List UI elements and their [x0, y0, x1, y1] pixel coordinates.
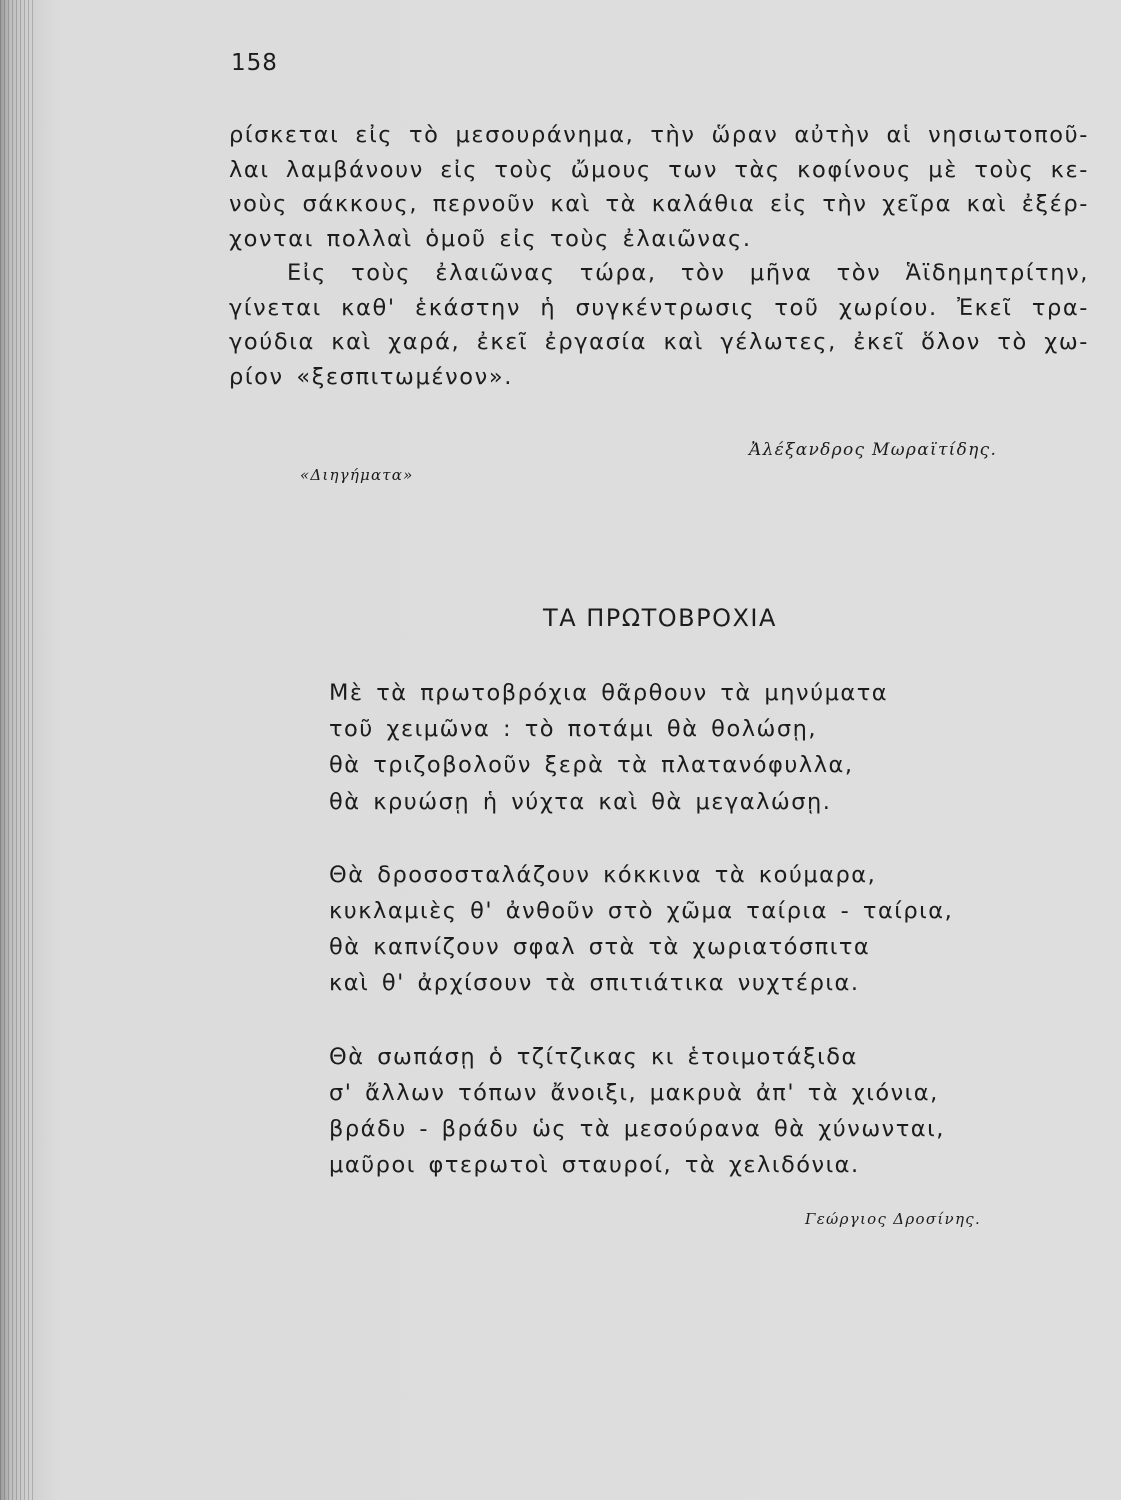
poem-verse: σ' ἄλλων τόπων ἄνοιξι, μακρυὰ ἀπ' τὰ χιόνια, [329, 1079, 939, 1106]
poem-verse: μαῦροι φτερωτοὶ σταυροί, τὰ χελιδόνια. [329, 1152, 860, 1179]
poem-stanza [329, 675, 953, 820]
poem-verse: καὶ θ' ἀρχίσουν τὰ σπιτιάτικα νυχτέρια. [329, 970, 860, 997]
prose-line: λαι λαμβάνουν εἰς τοὺς ὤμους των τὰς κοφίνους μὲ τοὺς κε- [229, 156, 1089, 183]
prose-line: γούδια καὶ χαρά, ἐκεῖ ἐργασία καὶ γέλωτες, ἐκεῖ ὅλον τὸ χω- [229, 329, 1089, 355]
prose-line: νοὺς σάκκους, περνοῦν καὶ τὰ καλάθια εἰς τὴν χεῖρα καὶ ἐξέρ- [229, 191, 1089, 217]
poem-verse: θὰ καπνίζουν σφαλ στὰ τὰ χωριατόσπιτα [329, 934, 871, 961]
prose-line: ρίσκεται εἰς τὸ μεσουράνημα, τὴν ὥραν αὐτὴν αἱ νησιωτοποῦ- [229, 122, 1089, 148]
prose-line: χονται πολλαὶ ὁμοῦ εἰς τοὺς ἐλαιῶνας. [229, 225, 752, 252]
poem-body [329, 675, 953, 1220]
poem-verse: κυκλαμιὲς θ' ἀνθοῦν στὸ χῶμα ταίρια - ταίρια, [329, 898, 954, 925]
author-signature-drosinis: Γεώργιος Δροσίνης. [805, 1210, 982, 1228]
poem-verse: θὰ τριζοβολοῦν ξερὰ τὰ πλατανόφυλλα, [329, 752, 854, 779]
poem-verse: τοῦ χειμῶνα : τὸ ποτάμι θὰ θολώσῃ, [329, 716, 818, 743]
poem-verse: βράδυ - βράδυ ὡς τὰ μεσούρανα θὰ χύνωνται, [329, 1116, 945, 1143]
prose-line: ρίον «ξεσπιτωμένον». [229, 363, 513, 390]
page-number: 158 [231, 50, 278, 76]
author-signature-moraitidis: Ἀλέξανδρος Μωραϊτίδης. [749, 440, 998, 460]
poem-verse: Θὰ δροσοσταλάζουν κόκκινα τὰ κούμαρα, [329, 861, 877, 888]
source-citation: «Διηγήματα» [300, 466, 414, 484]
prose-line: Εἰς τοὺς ἐλαιῶνας τώρα, τὸν μῆνα τὸν Ἁϊδημητρίτην, [287, 260, 1089, 286]
poem-stanza [329, 857, 953, 1002]
page-edge-shadow [0, 0, 34, 1500]
poem-verse: θὰ κρυώσῃ ἡ νύχτα καὶ θὰ μεγαλώσῃ. [329, 788, 832, 815]
poem-verse: Μὲ τὰ πρωτοβρόχια θᾶρθουν τὰ μηνύματα [329, 680, 889, 706]
poem-verse: Θὰ σωπάσῃ ὁ τζίτζικας κι ἑτοιμοτάξιδα [329, 1043, 858, 1070]
prose-paragraph [229, 118, 1089, 394]
prose-line: γίνεται καθ' ἑκάστην ἡ συγκέντρωσις τοῦ χωρίου. Ἐκεῖ τρα- [229, 294, 1089, 321]
poem-stanza [329, 1039, 953, 1184]
poem-title: ΤΑ ΠΡΩΤΟΒΡΟΧΙΑ [543, 604, 777, 632]
